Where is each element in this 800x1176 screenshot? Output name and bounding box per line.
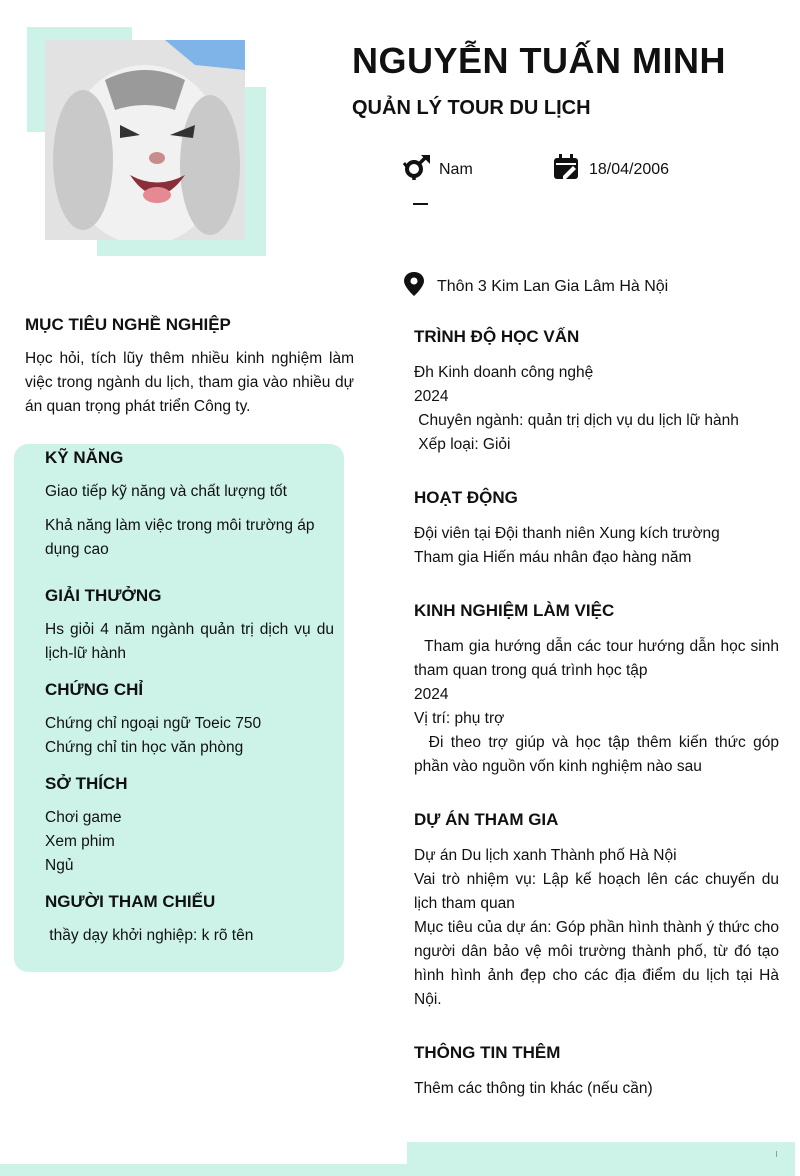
certificate-item: Chứng chỉ tin học văn phòng: [45, 739, 244, 756]
activity-item: Tham gia Hiến máu nhân đạo hàng năm: [414, 549, 692, 566]
career-goal-text: Học hỏi, tích lũy thêm nhiều kinh nghiệm làm việc trong ngành du lịch, tham gia vào nhiều dự án quan trọng phát triển Công ty.: [25, 350, 354, 415]
extra-info-title: THÔNG TIN THÊM: [414, 1043, 561, 1062]
hobbies-title: SỞ THÍCH: [45, 774, 128, 793]
job-title: QUẢN LÝ TOUR DU LỊCH: [352, 97, 591, 119]
education-school: Đh Kinh doanh công nghệ: [414, 364, 594, 381]
address-row: [403, 271, 668, 302]
skill-item: Giao tiếp kỹ năng và chất lượng tốt: [45, 483, 287, 500]
footer-tick: [776, 1151, 777, 1157]
experience-title: KINH NGHIỆM LÀM VIỆC: [414, 601, 615, 620]
calendar-icon: [553, 154, 589, 185]
location-pin-icon: [403, 271, 437, 302]
activity-item: Đội viên tại Đội thanh niên Xung kích trường: [414, 525, 720, 542]
footer-decoration: [407, 1142, 795, 1176]
footer-decoration: [0, 1164, 420, 1176]
extra-info-text: Thêm các thông tin khác (nếu cần): [414, 1080, 653, 1097]
hobby-item: Xem phim: [45, 833, 115, 850]
experience-detail: Đi theo trợ giúp và học tập thêm kiến thức góp phần vào nguồn vốn kinh nghiệm nào sau: [414, 734, 784, 775]
gender-row: [403, 154, 473, 185]
education-major: Chuyên ngành: quản trị dịch vụ du lịch lữ hành: [414, 412, 739, 429]
empty-field-dash: [413, 203, 428, 205]
awards-title: GIẢI THƯỞNG: [45, 586, 162, 605]
certificate-item: Chứng chỉ ngoại ngữ Toeic 750: [45, 715, 262, 732]
activities-title: HOẠT ĐỘNG: [414, 488, 518, 507]
experience-year: 2024: [414, 686, 449, 703]
project-role: Vai trò nhiệm vụ: Lập kế hoạch lên các chuyến du lịch tham quan: [414, 871, 779, 912]
project-goal: Mục tiêu của dự án: Góp phần hình thành ý thức cho người dân bảo vệ môi trường thành phố, từ đó tạo hình hình ảnh đẹp cho các địa điểm du lịch tại Hà Nội.: [414, 919, 779, 1008]
birthdate-value: 18/04/2006: [589, 160, 670, 178]
project-name: Dự án Du lịch xanh Thành phố Hà Nội: [414, 847, 677, 864]
references-title: NGƯỜI THAM CHIẾU: [45, 892, 216, 911]
full-name: NGUYỄN TUẤN MINH: [352, 40, 726, 81]
skill-item: Khả năng làm việc trong môi trường áp dụng cao: [45, 517, 315, 558]
birthdate-row: [553, 154, 669, 185]
gender-value: Nam: [439, 160, 473, 178]
address-value: Thôn 3 Kim Lan Gia Lâm Hà Nội: [437, 277, 669, 295]
experience-position: Vị trí: phụ trợ: [414, 710, 505, 727]
education-grade: Xếp loại: Giỏi: [414, 436, 511, 453]
projects-title: DỰ ÁN THAM GIA: [414, 810, 559, 829]
awards-text: Hs giỏi 4 năm ngành quản trị dịch vụ du lịch-lữ hành: [45, 621, 334, 662]
references-text: thầy dạy khởi nghiệp: k rõ tên: [45, 927, 254, 944]
certificates-title: CHỨNG CHỈ: [45, 680, 144, 699]
avatar: [45, 40, 245, 240]
experience-desc: Tham gia hướng dẫn các tour hướng dẫn học sinh tham quan trong quá trình học tập: [414, 638, 784, 679]
education-year: 2024: [414, 388, 449, 405]
hobby-item: Chơi game: [45, 809, 122, 826]
skills-title: KỸ NĂNG: [45, 448, 124, 467]
avatar-cat-image: [45, 40, 245, 240]
gender-icon: [403, 154, 439, 185]
career-goal-title: MỤC TIÊU NGHỀ NGHIỆP: [25, 315, 231, 334]
education-title: TRÌNH ĐỘ HỌC VẤN: [414, 327, 580, 346]
hobby-item: Ngủ: [45, 857, 74, 874]
